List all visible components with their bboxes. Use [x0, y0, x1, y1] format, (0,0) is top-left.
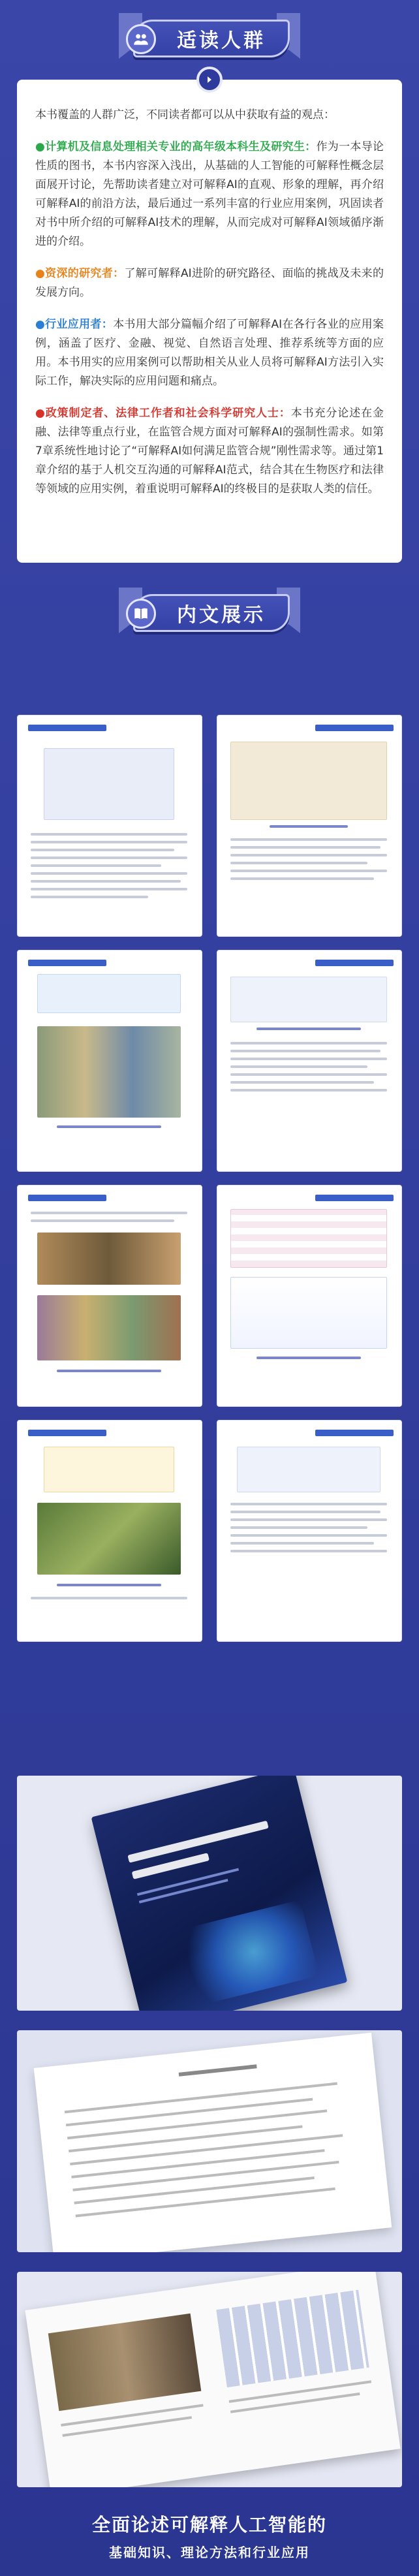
reader-group-students: ●计算机及信息处理相关专业的高年级本科生及研究生：作为一本导论性质的图书，本书内容深入浅出，从基础的人工智能的可解释性概念层面展开讨论，先帮助读者建立对可解释AI的直观、形象的理解，再介绍可解释AI的前沿方法，最后通过一系列丰富的行业应用案例，巩固读者对书中所介绍的可解释AI技术的理解，从而完成对可解释AI领域循序渐进的介绍。	[35, 140, 384, 248]
interior-page-thumb	[17, 1420, 202, 1642]
section-title-contents: 内文展示	[177, 604, 266, 627]
section-title-readers: 适读人群	[177, 29, 266, 52]
footer-main: 全面论述可解释人工智能的	[91, 2514, 327, 2536]
interior-page-thumb	[17, 715, 202, 937]
interior-page-thumb	[217, 950, 402, 1172]
chevron-right-icon	[196, 67, 223, 93]
interior-page-thumb	[217, 1185, 402, 1407]
people-icon	[126, 24, 156, 54]
interior-page-thumb	[17, 1185, 202, 1407]
open-book-photo	[17, 2272, 402, 2487]
interior-page-thumb	[17, 950, 202, 1172]
section-ribbon-contents	[0, 588, 419, 648]
interior-page-thumb	[217, 1420, 402, 1642]
footer-tagline	[0, 2511, 419, 2561]
toc-photo	[17, 2030, 402, 2252]
book-icon	[126, 599, 156, 629]
reader-group-researchers: ●资深的研究者：了解可解释AI进阶的研究路径、面临的挑战及未来的发展方向。	[35, 267, 384, 299]
readers-intro: 本书覆盖的人群广泛，不同读者都可以从中获取有益的观点：	[35, 108, 335, 121]
book-cover-photo	[17, 1776, 402, 2011]
reader-group-practitioners: ●行业应用者：本书用大部分篇幅介绍了可解释AI在各行各业的应用案例，涵盖了医疗、金融、视觉、自然语言处理、推荐系统等方面的应用。本书用实的应用案例可以帮助相关从业人员将可解释AI方法引入实际工作，解决实际的应用问题和痛点。	[35, 318, 384, 388]
interior-page-thumb	[217, 715, 402, 937]
section-ribbon-readers	[0, 13, 419, 73]
reader-group-policymakers: ●政策制定者、法律工作者和社会科学研究人士：本书充分论述在金融、法律等重点行业，在监管合规方面对可解释AI的强制性需求。如第7章系统性地讨论了“可解释AI如何满足监管合规”刚性需求等。通过第1章介绍的基于人机交互沟通的可解释AI范式，结合其在生物医疗和法律等领域的应用实例，着重说明可解释AI的终极目的是获取人类的信任。	[35, 407, 384, 495]
readers-card	[17, 80, 402, 563]
footer-sub: 基础知识、理论方法和行业应用	[109, 2545, 310, 2560]
